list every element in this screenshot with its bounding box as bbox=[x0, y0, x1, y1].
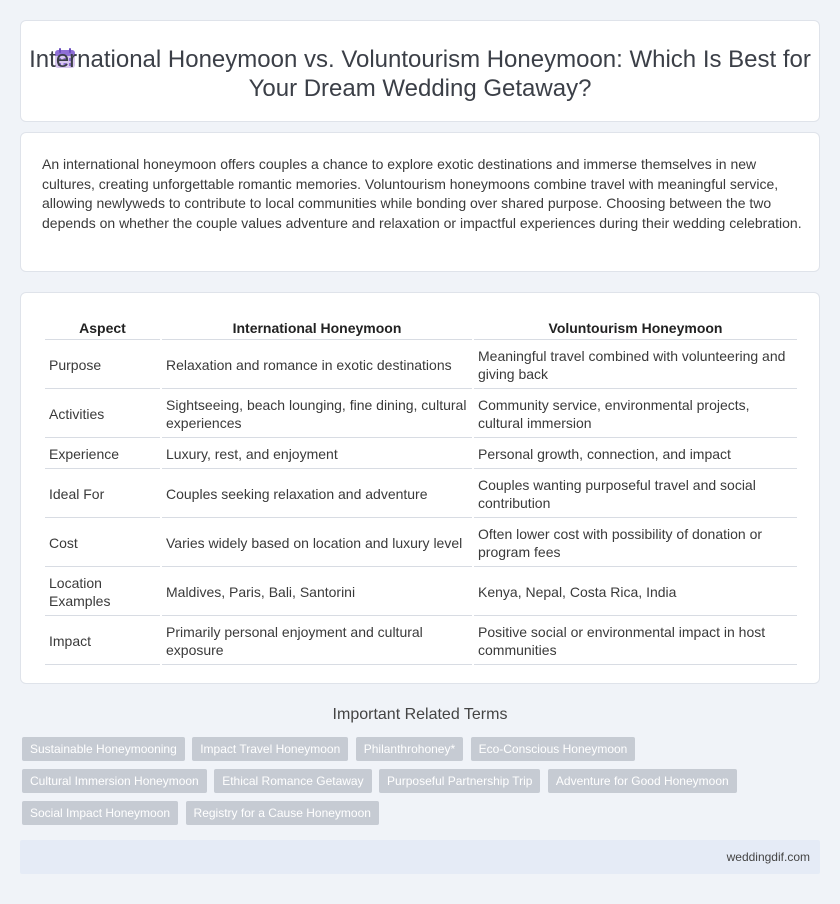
related-terms-title: Important Related Terms bbox=[332, 706, 508, 723]
comparison-table bbox=[43, 315, 799, 667]
footer-site[interactable]: weddingdif.com bbox=[726, 850, 810, 864]
table-cell: Sightseeing, beach lounging, fine dining, cultural experiences bbox=[162, 391, 472, 438]
table-cell: Impact bbox=[45, 618, 160, 665]
header-international: International Honeymoon bbox=[162, 317, 472, 340]
related-term-tag[interactable]: Sustainable Honeymooning bbox=[22, 737, 185, 761]
table-cell: Couples seeking relaxation and adventure bbox=[162, 471, 472, 518]
related-term-tag[interactable]: Cultural Immersion Honeymoon bbox=[22, 769, 207, 793]
table-cell: Positive social or environmental impact in host communities bbox=[474, 618, 797, 665]
related-term-tag[interactable]: Impact Travel Honeymoon bbox=[192, 737, 348, 761]
table-cell: Often lower cost with possibility of donation or program fees bbox=[474, 520, 797, 567]
related-term-tag[interactable]: Registry for a Cause Honeymoon bbox=[186, 801, 379, 825]
table-cell: Cost bbox=[45, 520, 160, 567]
table-row bbox=[45, 618, 797, 665]
table-row bbox=[45, 569, 797, 616]
related-term-tag[interactable]: Eco-Conscious Honeymoon bbox=[471, 737, 636, 761]
table-cell: Meaningful travel combined with volunteering and giving back bbox=[474, 342, 797, 389]
table-row bbox=[45, 342, 797, 389]
comparison-card bbox=[20, 292, 820, 684]
table-cell: Primarily personal enjoyment and cultural exposure bbox=[162, 618, 472, 665]
related-terms-list bbox=[22, 737, 812, 833]
table-cell: Purpose bbox=[45, 342, 160, 389]
table-cell: Community service, environmental projects, cultural immersion bbox=[474, 391, 797, 438]
related-term-tag[interactable]: Adventure for Good Honeymoon bbox=[548, 769, 737, 793]
table-cell: Kenya, Nepal, Costa Rica, India bbox=[474, 569, 797, 616]
header-aspect: Aspect bbox=[45, 317, 160, 340]
related-term-tag[interactable]: Philanthrohoney* bbox=[356, 737, 463, 761]
header-voluntourism: Voluntourism Honeymoon bbox=[474, 317, 797, 340]
related-term-tag[interactable]: Ethical Romance Getaway bbox=[214, 769, 371, 793]
table-cell: Luxury, rest, and enjoyment bbox=[162, 440, 472, 469]
title-card bbox=[20, 20, 820, 122]
related-term-tag[interactable]: Social Impact Honeymoon bbox=[22, 801, 178, 825]
table-header-row bbox=[45, 317, 797, 340]
table-cell: Personal growth, connection, and impact bbox=[474, 440, 797, 469]
footer bbox=[20, 840, 820, 874]
table-row bbox=[45, 440, 797, 469]
table-cell: Maldives, Paris, Bali, Santorini bbox=[162, 569, 472, 616]
intro-paragraph: An international honeymoon offers couples a chance to explore exotic destinations and immerse themselves in new cultures, creating unforgettable romantic memories. Voluntourism honeymoons combine travel with meaningful service, allowing newlyweds to contribute to local communities while bonding over shared purpose. Choosing between the two depends on whether the couple values adventure and relaxation or impactful experiences during their wedding celebration. bbox=[42, 156, 802, 231]
page-title: International Honeymoon vs. Voluntourism Honeymoon: Which Is Best for Your Dream Wedding Getaway? bbox=[29, 46, 811, 102]
table-cell: Location Examples bbox=[45, 569, 160, 616]
table-cell: Couples wanting purposeful travel and social contribution bbox=[474, 471, 797, 518]
table-cell: Varies widely based on location and luxury level bbox=[162, 520, 472, 567]
table-cell: Activities bbox=[45, 391, 160, 438]
table-row bbox=[45, 391, 797, 438]
table-row bbox=[45, 471, 797, 518]
table-cell: Ideal For bbox=[45, 471, 160, 518]
table-cell: Experience bbox=[45, 440, 160, 469]
related-term-tag[interactable]: Purposeful Partnership Trip bbox=[379, 769, 540, 793]
intro-card bbox=[20, 132, 820, 272]
table-row bbox=[45, 520, 797, 567]
table-cell: Relaxation and romance in exotic destinations bbox=[162, 342, 472, 389]
